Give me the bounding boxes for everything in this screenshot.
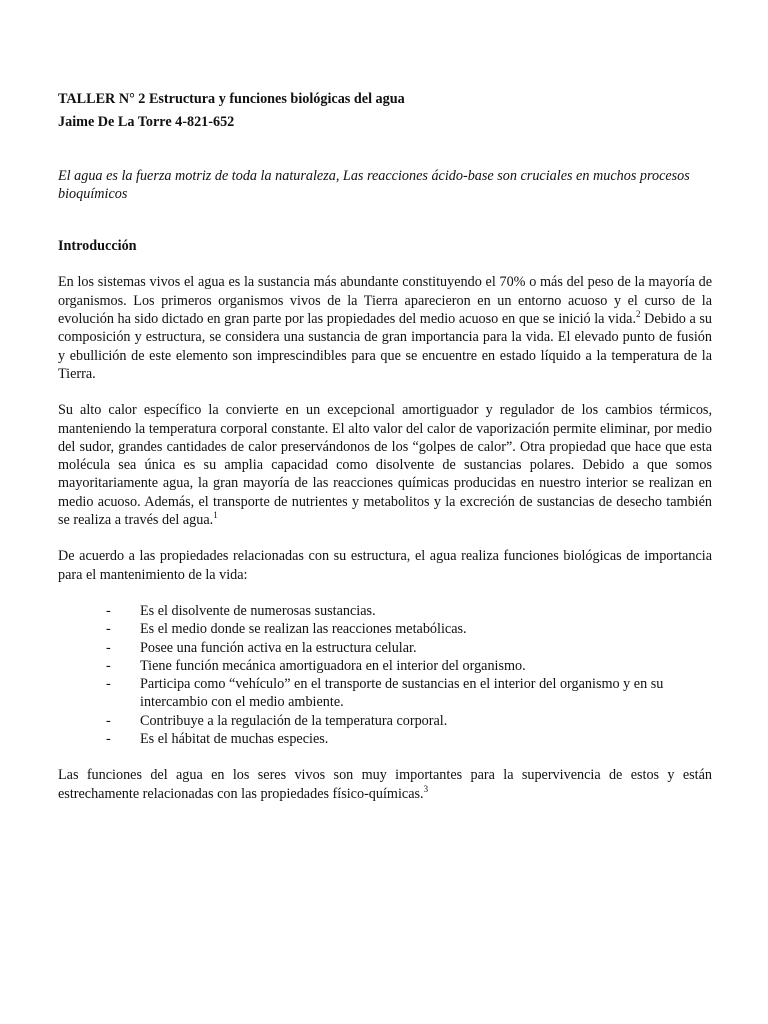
functions-list [58, 602, 712, 748]
paragraph-1 [58, 273, 712, 383]
list-item [106, 730, 712, 748]
list-item [106, 602, 712, 620]
bullet-dash: - [106, 657, 111, 674]
bullet-dash: - [106, 602, 111, 619]
list-item-text: Es el disolvente de numerosas sustancias. [140, 602, 376, 619]
footnote-ref-1: 1 [213, 510, 218, 521]
paragraph-3-text: De acuerdo a las propiedades relacionadas con su estructura, el agua realiza funciones biológicas de importancia para el mantenimiento de la vida: [58, 548, 712, 583]
paragraph-2-text: Su alto calor específico la convierte en un excepcional amortiguador y regulador de los cambios térmicos, manteniendo la temperatura corporal constante. El alto valor del calor de vaporización permite eliminar, por medio del sudor, grandes cantidades de calor preservándonos de los “golpes de calor”. Otra propiedad que hace que esta molécula sea única es su amplia capacidad como disolvente de sustancias polares. Debido a que somos mayoritariamente agua, la gran mayoría de las reacciones químicas producidas en nuestro interior se realizan en medio acuoso. Además, el transporte de nutrientes y metabolitos y la excreción de sustancias de desecho también se realiza a través del agua. [58, 402, 712, 529]
epigraph: El agua es la fuerza motriz de toda la naturaleza, Las reacciones ácido-base son cruciales en muchos procesos bioquímicos [58, 167, 690, 202]
paragraph-3 [58, 547, 712, 584]
bullet-dash: - [106, 676, 111, 693]
document-body [58, 90, 712, 803]
paragraph-1-text: En los sistemas vivos el agua es la sustancia más abundante constituyendo el 70% o más del peso de la mayoría de organismos. Los primeros organismos vivos de la Tierra aparecieron en un entorno acuoso y el curso de la evolución ha sido dictado en gran parte por las propiedades del medio acuoso en que se inició la vida. [58, 274, 712, 328]
bullet-dash: - [106, 639, 111, 656]
list-item [106, 675, 712, 712]
list-item-text: Participa como “vehículo” en el transporte de sustancias en el interior del organismo y en su intercambio con el medio ambiente. [140, 676, 664, 711]
footnote-ref-2: 2 [636, 309, 641, 320]
list-item-text: Es el hábitat de muchas especies. [140, 731, 329, 748]
paragraph-4 [58, 766, 712, 803]
footnote-ref-3: 3 [423, 783, 429, 794]
list-item-text: Tiene función mecánica amortiguadora en el interior del organismo. [140, 657, 526, 674]
author-line: Jaime De La Torre 4-821-652 [58, 114, 235, 131]
list-item-text: Es el medio donde se realizan las reacciones metabólicas. [140, 621, 467, 638]
list-item [106, 657, 712, 675]
paragraph-4-text: Las funciones del agua en los seres vivos son muy importantes para la supervivencia de estos y están estrechamente relacionadas con las propiedades físico-químicas. [58, 767, 712, 802]
section-heading: Introducción [58, 238, 137, 255]
bullet-dash: - [106, 731, 111, 748]
list-item [106, 620, 712, 638]
list-item [106, 712, 712, 730]
bullet-dash: - [106, 712, 111, 729]
list-item-text: Contribuye a la regulación de la temperatura corporal. [140, 712, 448, 729]
paragraph-1-text-cont: Debido a su composición y estructura, se considera una sustancia de gran importancia para la vida. El elevado punto de fusión y ebullición de este elemento son imprescindibles para que se encuentre en estado líquido a la temperatura de la Tierra. [58, 311, 712, 382]
bullet-dash: - [106, 621, 111, 638]
list-item-text: Posee una función activa en la estructura celular. [140, 639, 417, 656]
paragraph-2 [58, 401, 712, 529]
document-title: TALLER N° 2 Estructura y funciones biológicas del agua [58, 91, 405, 107]
list-item [106, 639, 712, 657]
